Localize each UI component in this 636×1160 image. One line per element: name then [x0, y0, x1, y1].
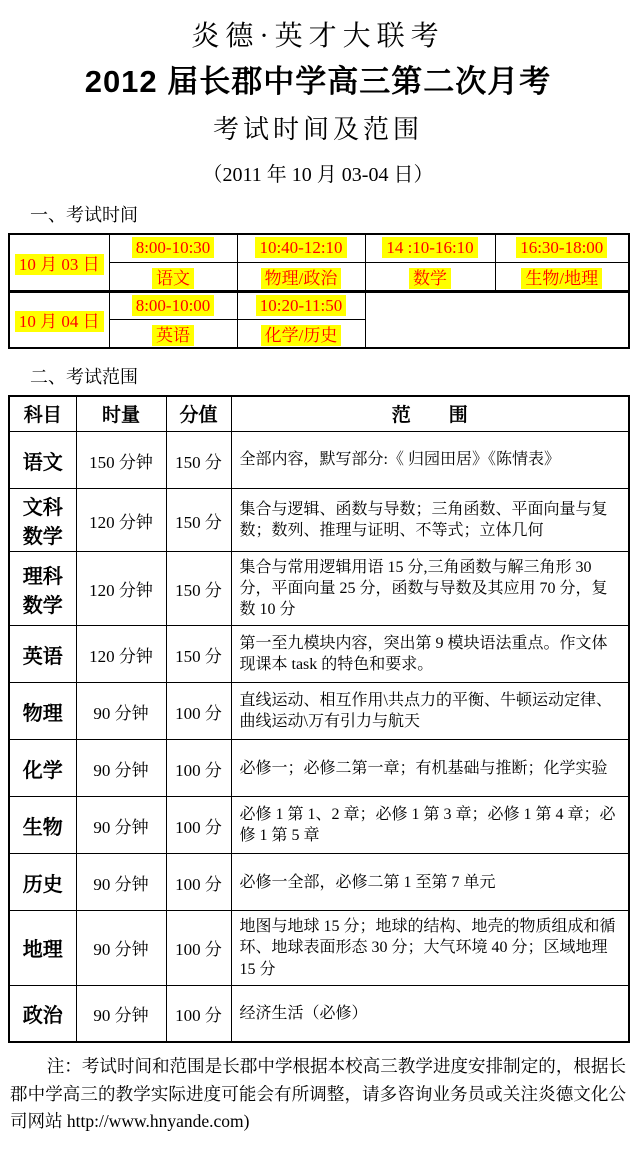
footnote: 注：考试时间和范围是长郡中学根据本校高三教学进度安排制定的，根据长郡中学高三的教学实际进度可能会有所调整，请多咨询业务员或关注炎德文化公司网站 http://www.hnyande.com) — [10, 1056, 626, 1132]
subject-label: 英语 — [152, 325, 194, 346]
scope-cell: 全部内容，默写部分:《 归园田居》《陈情表》 — [231, 432, 629, 489]
scope-cell: 必修 1 第 1、2 章；必修 1 第 3 章；必修 1 第 4 章；必修 1 第 5 章 — [231, 797, 629, 854]
exam-scope-table — [8, 395, 630, 1044]
subject-cell: 文科数学 — [9, 489, 76, 552]
subject-cell — [109, 319, 237, 348]
subject-label: 化学/历史 — [261, 325, 342, 346]
table-row — [9, 740, 629, 797]
score-cell: 100 分 — [166, 683, 231, 740]
scope-cell: 地图与地球 15 分；地球的结构、地壳的物质组成和循环、地球表面形态 30 分；大气环境 40 分；区域地理 15 分 — [231, 911, 629, 985]
document-header — [8, 14, 628, 187]
table-header-row — [9, 396, 629, 432]
subject-label: 生物/地理 — [521, 268, 602, 289]
subject-cell: 化学 — [9, 740, 76, 797]
table-row — [9, 234, 629, 262]
duration-cell: 90 分钟 — [76, 683, 166, 740]
time-label: 10:20-11:50 — [256, 295, 346, 316]
column-header-subject: 科目 — [9, 396, 76, 432]
score-cell: 150 分 — [166, 489, 231, 552]
duration-cell: 120 分钟 — [76, 626, 166, 683]
table-row — [9, 489, 629, 552]
table-row — [9, 552, 629, 626]
duration-cell: 150 分钟 — [76, 432, 166, 489]
table-row — [9, 626, 629, 683]
scope-cell: 第一至九模块内容，突出第 9 模块语法重点。作文体现课本 task 的特色和要求。 — [231, 626, 629, 683]
score-cell: 100 分 — [166, 985, 231, 1042]
duration-cell: 120 分钟 — [76, 489, 166, 552]
subject-cell: 理科数学 — [9, 552, 76, 626]
brand-title: 炎德·英才大联考 — [191, 21, 445, 52]
time-cell — [237, 234, 365, 262]
exam-time-table — [8, 233, 630, 349]
table-row — [9, 432, 629, 489]
table-row — [9, 911, 629, 985]
date-range: （2011 年 10 月 03-04 日） — [202, 164, 434, 186]
scope-cell: 直线运动、相互作用\共点力的平衡、牛顿运动定律、曲线运动\万有引力与航天 — [231, 683, 629, 740]
score-cell: 150 分 — [166, 432, 231, 489]
time-cell — [237, 291, 365, 319]
scope-cell: 集合与逻辑、函数与导数；三角函数、平面向量与复数；数列、推理与证明、不等式；立体几何 — [231, 489, 629, 552]
score-cell: 150 分 — [166, 552, 231, 626]
subject-cell — [495, 262, 629, 291]
subject-label: 物理/政治 — [261, 268, 342, 289]
subject-cell: 生物 — [9, 797, 76, 854]
table-row — [9, 683, 629, 740]
duration-cell: 90 分钟 — [76, 797, 166, 854]
day-cell — [9, 291, 109, 348]
time-label: 10:40-12:10 — [255, 237, 346, 258]
subject-cell — [109, 262, 237, 291]
section2-heading: 二、考试范围 — [30, 366, 138, 387]
day-cell — [9, 234, 109, 291]
score-cell: 100 分 — [166, 911, 231, 985]
day-label: 10 月 03 日 — [15, 254, 104, 275]
subject-cell — [237, 262, 365, 291]
duration-cell: 120 分钟 — [76, 552, 166, 626]
duration-cell: 90 分钟 — [76, 740, 166, 797]
subject-label: 数学 — [409, 268, 451, 289]
subject-cell: 历史 — [9, 854, 76, 911]
score-cell: 100 分 — [166, 854, 231, 911]
column-header-duration: 时量 — [76, 396, 166, 432]
score-cell: 100 分 — [166, 797, 231, 854]
score-cell: 150 分 — [166, 626, 231, 683]
table-row — [9, 291, 629, 319]
duration-cell: 90 分钟 — [76, 854, 166, 911]
subject-cell: 物理 — [9, 683, 76, 740]
subject-cell: 政治 — [9, 985, 76, 1042]
column-header-score: 分值 — [166, 396, 231, 432]
page-subtitle: 考试时间及范围 — [212, 115, 423, 144]
time-cell — [109, 291, 237, 319]
table-row — [9, 985, 629, 1042]
scope-cell: 必修一全部，必修二第 1 至第 7 单元 — [231, 854, 629, 911]
score-cell: 100 分 — [166, 740, 231, 797]
time-cell — [495, 234, 629, 262]
duration-cell: 90 分钟 — [76, 911, 166, 985]
scope-cell: 必修一；必修二第一章；有机基础与推断；化学实验 — [231, 740, 629, 797]
section1-heading: 一、考试时间 — [30, 205, 138, 225]
column-header-scope: 范 围 — [231, 396, 629, 432]
time-label: 16:30-18:00 — [516, 237, 607, 258]
time-cell — [365, 234, 495, 262]
subject-cell — [237, 319, 365, 348]
time-cell — [109, 234, 237, 262]
subject-cell: 地理 — [9, 911, 76, 985]
time-label: 14 :10-16:10 — [382, 237, 477, 258]
empty-cell — [365, 291, 629, 348]
subject-label: 语文 — [152, 268, 194, 289]
subject-cell: 语文 — [9, 432, 76, 489]
scope-cell: 集合与常用逻辑用语 15 分,三角函数与解三角形 30 分，平面向量 25 分，函数与导数及其应用 70 分，复数 10 分 — [231, 552, 629, 626]
table-row — [9, 854, 629, 911]
scope-cell: 经济生活（必修） — [231, 985, 629, 1042]
duration-cell: 90 分钟 — [76, 985, 166, 1042]
subject-cell: 英语 — [9, 626, 76, 683]
time-label: 8:00-10:30 — [132, 237, 215, 258]
page-title: 2012 届长郡中学高三第二次月考 — [84, 64, 552, 99]
day-label: 10 月 04 日 — [15, 311, 104, 332]
subject-cell — [365, 262, 495, 291]
time-label: 8:00-10:00 — [132, 295, 215, 316]
table-row — [9, 797, 629, 854]
